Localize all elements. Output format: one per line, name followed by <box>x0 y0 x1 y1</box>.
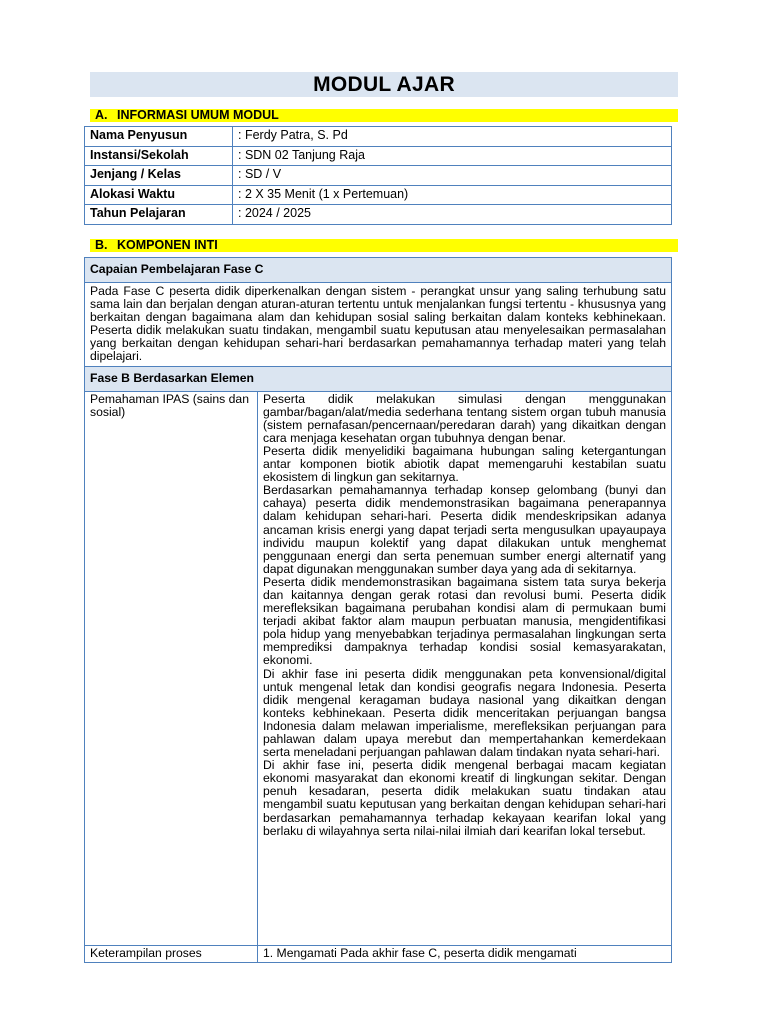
info-row <box>85 127 672 147</box>
info-table <box>84 126 672 225</box>
keterampilan-label: Keterampilan proses <box>85 945 258 962</box>
fase-b-header: Fase B Berdasarkan Elemen <box>85 366 672 391</box>
komponen-inti-table <box>84 257 672 963</box>
info-row <box>85 205 672 225</box>
info-row <box>85 166 672 186</box>
info-label: Jenjang / Kelas <box>85 166 233 186</box>
capaian-header: Capaian Pembelajaran Fase C <box>85 258 672 283</box>
info-value: : 2024 / 2025 <box>233 205 672 225</box>
info-value: : 2 X 35 Menit (1 x Pertemuan) <box>233 185 672 205</box>
capaian-text: Pada Fase C peserta didik diperkenalkan dengan sistem - perangkat unsur yang saling terhubung satu sama lain dan berjalan dengan aturan-aturan tertentu untuk menjalankan fungsi tertentu - khususnya yang berkaitan dengan bagaimana alam dan kehidupan sosial saling berkaitan dalam konteks kebhinekaan. Peserta didik melakukan suatu tindakan, mengambil suatu keputusan atau menyelesaikan permasalahan yang berkaitan dengan kehidupan sehari-hari berdasarkan pemahamannya terhadap materi yang telah dipelajari. <box>85 283 672 367</box>
info-label: Instansi/Sekolah <box>85 146 233 166</box>
info-row <box>85 146 672 166</box>
pemahaman-content <box>258 391 672 945</box>
section-b-heading <box>90 239 678 252</box>
section-a-label: INFORMASI UMUM MODUL <box>117 108 279 122</box>
info-value: : Ferdy Patra, S. Pd <box>233 127 672 147</box>
pemahaman-paragraph: Berdasarkan pemahamannya terhadap konsep gelombang (bunyi dan cahaya) peserta didik mendemonstrasikan bagaimana penerapannya dalam kehidupan sehari-hari. Peserta didik mendeskripsikan adanya ancaman krisis energi yang dapat terjadi serta mengusulkan upayaupaya individu maupun kolektif yang dapat dilakukan untuk menghemat penggunaan energi dan serta penemuan sumber energi alternatif yang dapat digunakan menggunakan sumber daya yang ada di sekitarnya. <box>263 483 666 576</box>
info-label: Nama Penyusun <box>85 127 233 147</box>
section-a-number: A. <box>95 108 108 122</box>
pemahaman-paragraph: Di akhir fase ini peserta didik menggunakan peta konvensional/digital untuk mengenal letak dan kondisi geografis negara Indonesia. Peserta didik mengenal keragaman budaya nasional yang dikaitkan dengan konteks kebhinekaan. Peserta didik menceritakan perjuangan bangsa Indonesia dalam melawan imperialisme, merefleksikan perjuangan para pahlawan dalam upaya merebut dan mempertahankan kemerdekaan serta meneladani perjuangan pahlawan dalam tindakan nyata sehari-hari. <box>263 666 666 760</box>
info-row <box>85 185 672 205</box>
pemahaman-paragraph: Di akhir fase ini, peserta didik mengenal berbagai macam kegiatan ekonomi masyarakat dan ekonomi kreatif di lingkungan sekitar. Dengan penuh kesadaran, peserta didik melakukan suatu tindakan atau mengambil suatu keputusan yang berkaitan dengan kehidupan sehari-hari berdasarkan pemahamannya terhadap kekayaan kearifan lokal yang berlaku di wilayahnya serta nilai-nilai ilmiah dari kearifan lokal tersebut. <box>263 758 666 838</box>
pemahaman-paragraph: Peserta didik menyelidiki bagaimana hubungan saling ketergantungan antar komponen biotik abiotik dapat memengaruhi kestabilan suatu ekosistem di lingkun gan sekitarnya. <box>263 443 666 485</box>
pemahaman-paragraph: Peserta didik melakukan simulasi dengan menggunakan gambar/bagan/alat/media sederhana tentang sistem organ tubuh manusia (sistem pernafasan/pencernaan/peredaran darah) yang dikaitkan dengan cara menjaga kesehatan organ tubuhnya dengan benar. <box>263 391 666 445</box>
keterampilan-content: 1. Mengamati Pada akhir fase C, peserta didik mengamati <box>258 945 672 962</box>
info-label: Tahun Pelajaran <box>85 205 233 225</box>
info-value: : SDN 02 Tanjung Raja <box>233 146 672 166</box>
section-b-label: KOMPONEN INTI <box>117 238 218 252</box>
info-value: : SD / V <box>233 166 672 186</box>
section-b-number: B. <box>95 238 108 252</box>
pemahaman-label: Pemahaman IPAS (sains dan sosial) <box>85 391 258 945</box>
section-a-heading <box>90 109 678 122</box>
pemahaman-paragraph: Peserta didik mendemonstrasikan bagaimana sistem tata surya bekerja dan kaitannya dengan gerak rotasi dan revolusi bumi. Peserta didik merefleksikan bagaimana perubahan kondisi alam di permukaan bumi terjadi akibat faktor alam maupun perbuatan manusia, mengidentifikasi pola hidup yang menyebabkan terjadinya permasalahan lingkungan serta memprediksi dampaknya terhadap kondisi sosial kemasyarakatan, ekonomi. <box>263 574 666 668</box>
page-title: MODUL AJAR <box>90 72 678 97</box>
info-label: Alokasi Waktu <box>85 185 233 205</box>
